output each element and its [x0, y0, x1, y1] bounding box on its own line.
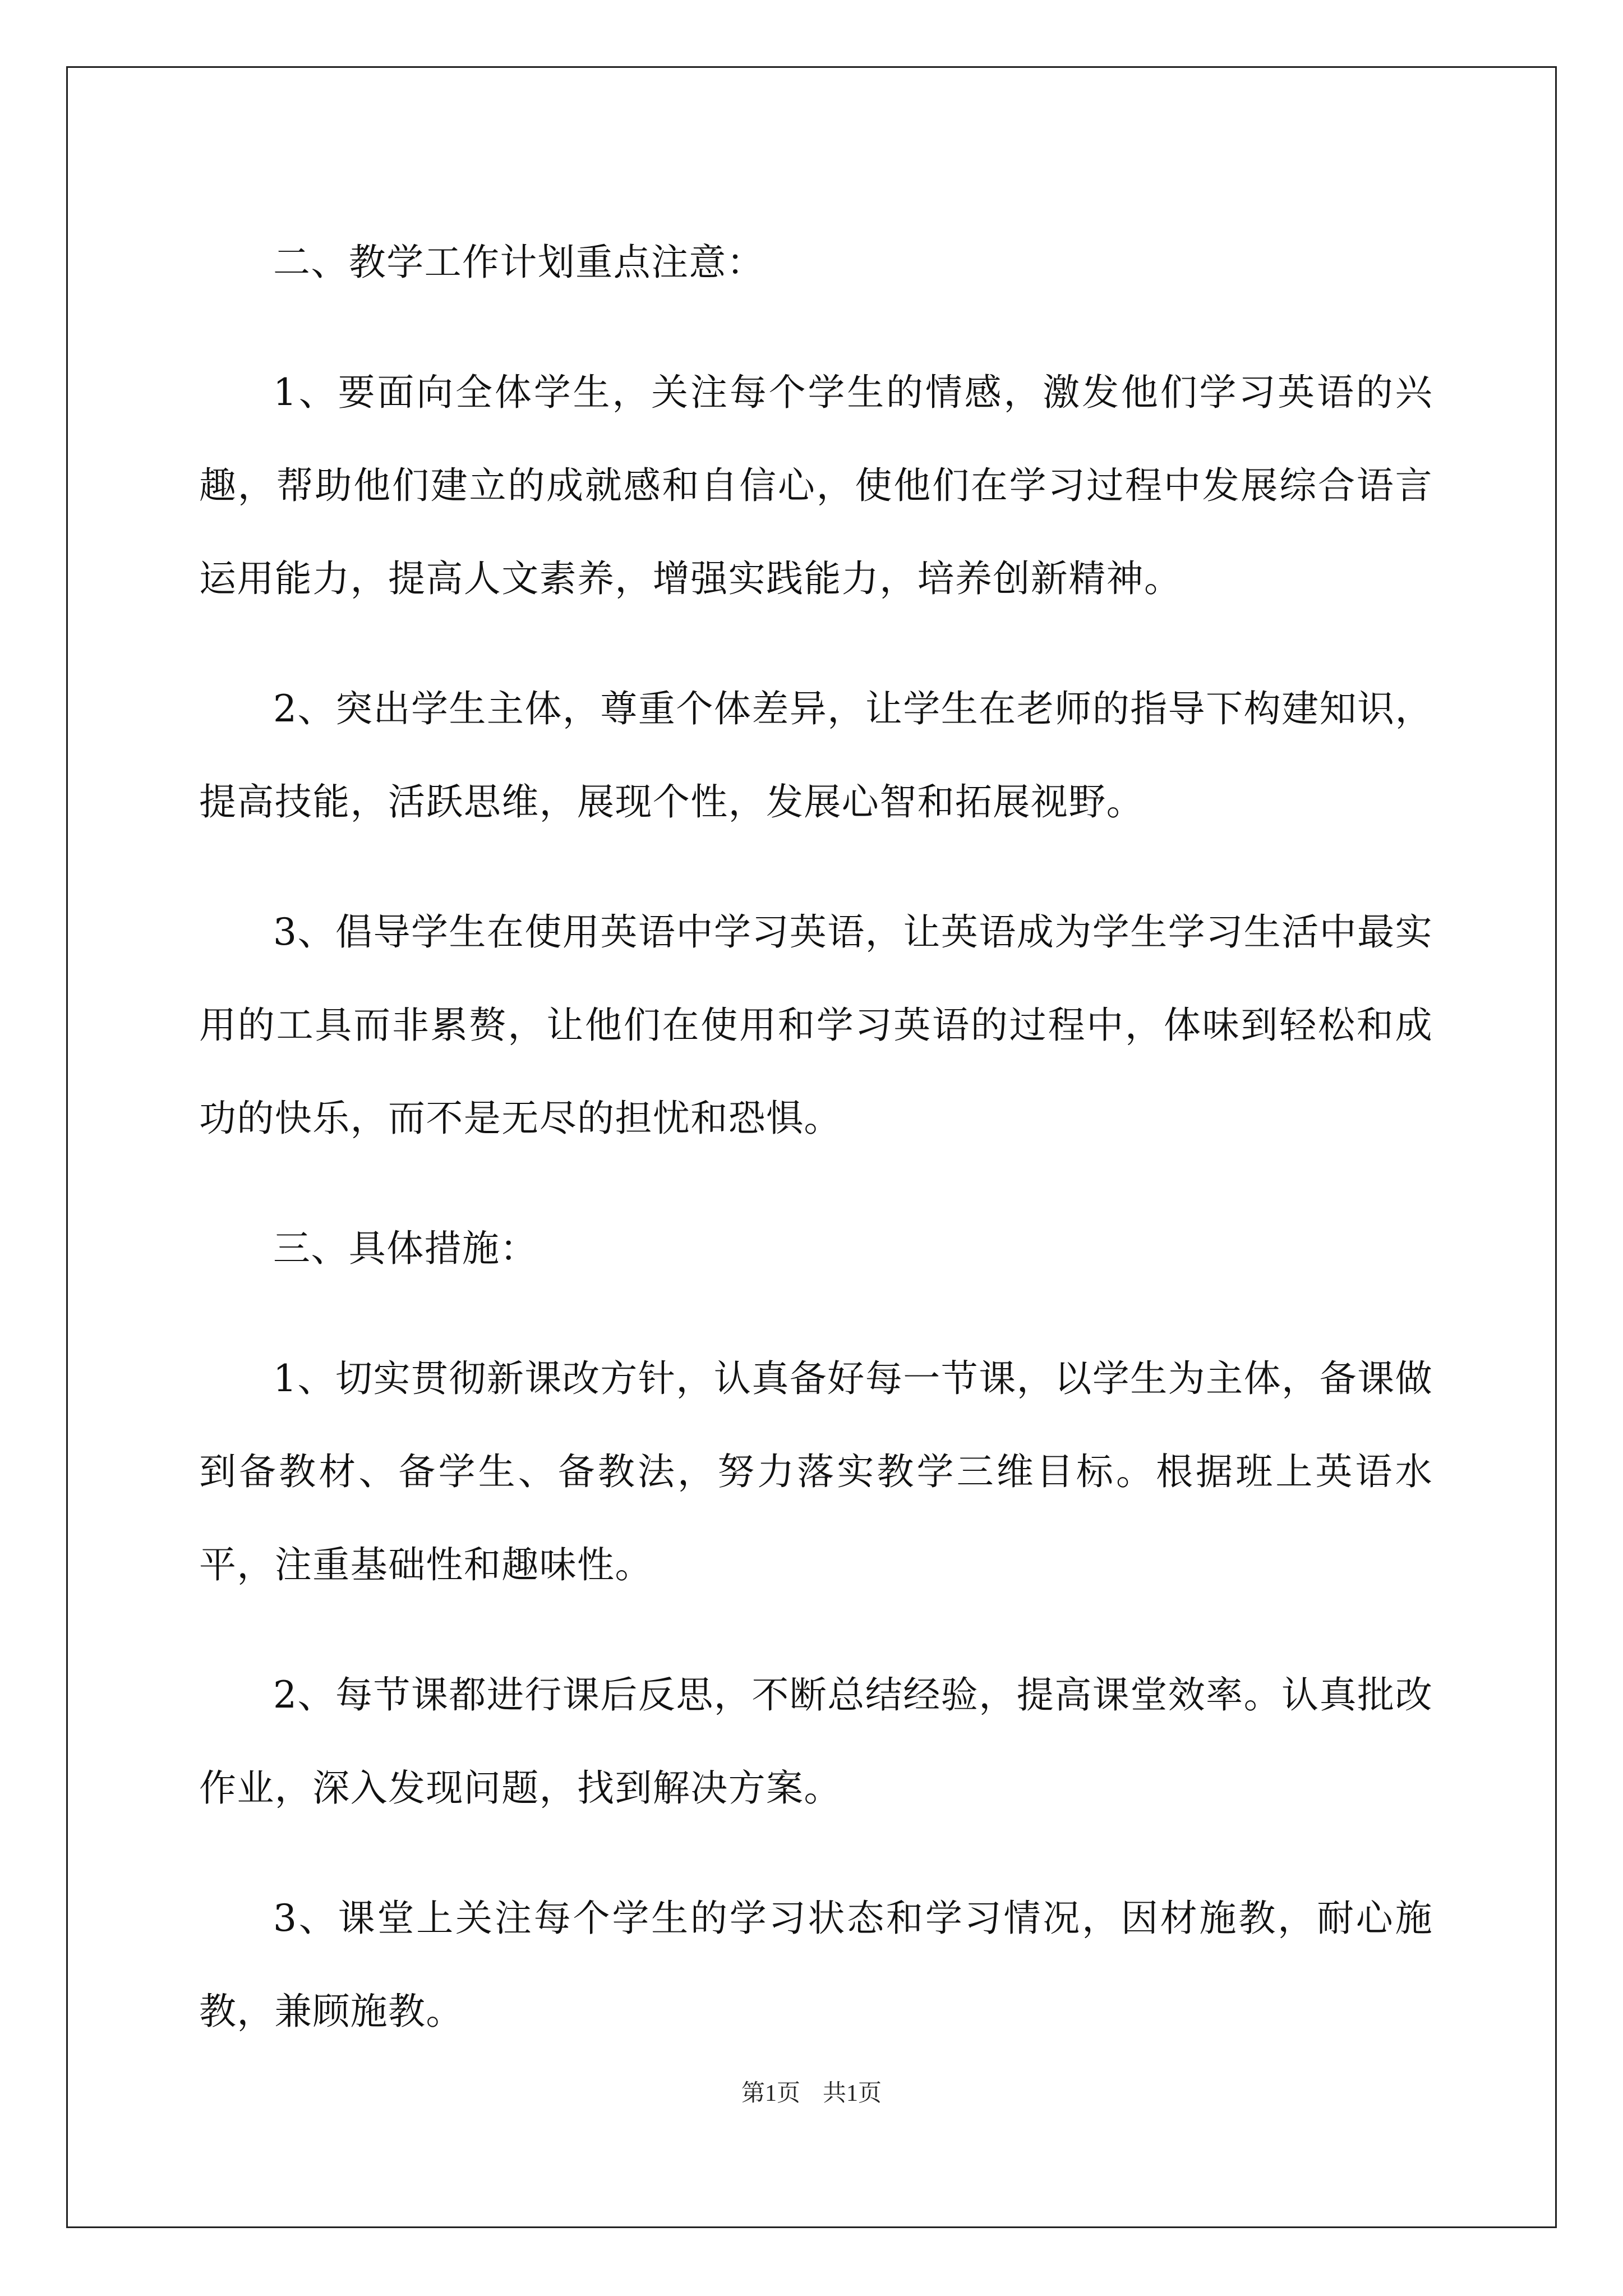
section-heading-teaching-focus: 二、教学工作计划重点注意： [273, 241, 765, 284]
page-total: 共1页 [823, 2081, 882, 2106]
page-footer [0, 2077, 1623, 2110]
page-number: 第1页 [741, 2081, 800, 2106]
document-body [199, 216, 1433, 2058]
paragraph-focus-3: 3、倡导学生在使用英语中学习英语，让英语成为学生学习生活中最实用的工具而非累赘，让他们在使用和学习英语的过程中，体味到轻松和成功的快乐，而不是无尽的担忧和恐惧。 [199, 910, 1433, 1140]
paragraph-focus-1: 1、要面向全体学生，关注每个学生的情感，激发他们学习英语的兴趣，帮助他们建立的成就感和自信心，使他们在学习过程中发展综合语言运用能力，提高人文素养，增强实践能力，培养创新精神。 [199, 371, 1433, 600]
section-heading-measures: 三、具体措施： [273, 1227, 538, 1270]
paragraph-measure-2: 2、每节课都进行课后反思，不断总结经验，提高课堂效率。认真批改作业，深入发现问题，找到解决方案。 [199, 1673, 1433, 1810]
paragraph-measure-1: 1、切实贯彻新课改方针，认真备好每一节课，以学生为主体，备课做到备教材、备学生、备教法，努力落实教学三维目标。根据班上英语水平，注重基础性和趣味性。 [199, 1357, 1433, 1586]
paragraph-measure-3: 3、课堂上关注每个学生的学习状态和学习情况，因材施教，耐心施教，兼顾施教。 [199, 1897, 1433, 2033]
paragraph-focus-2: 2、突出学生主体，尊重个体差异，让学生在老师的指导下构建知识，提高技能，活跃思维，展现个性，发展心智和拓展视野。 [199, 687, 1433, 823]
